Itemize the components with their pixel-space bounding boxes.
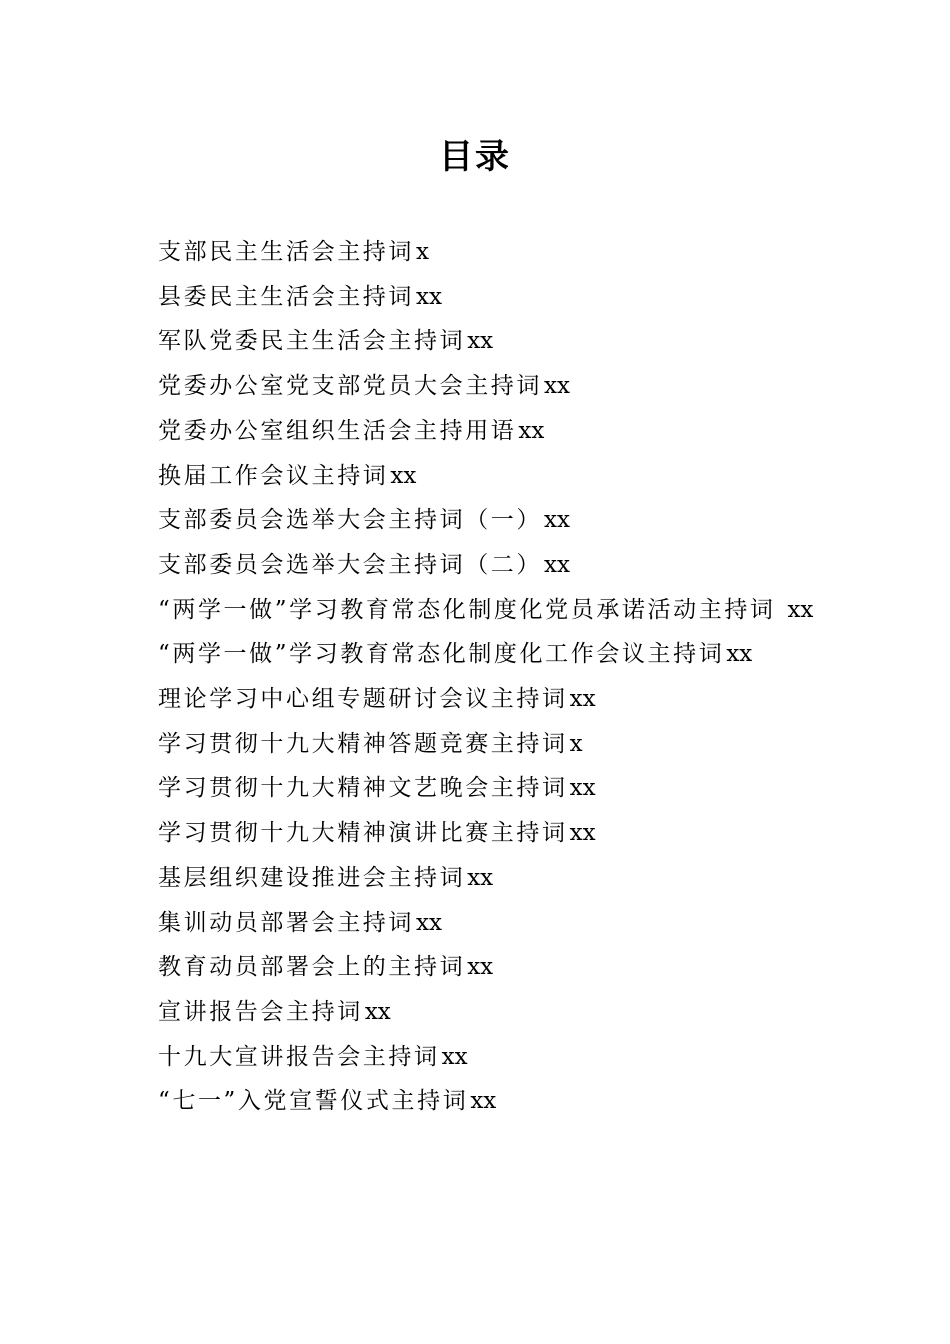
toc-entry-text: 学习贯彻十九大精神答题竞赛主持词 [158,730,568,757]
toc-entry-text: 县委民主生活会主持词 [158,283,414,310]
toc-entry-page: xx [467,864,494,891]
toc-entry[interactable] [118,856,838,901]
page-title: 目录 [439,137,511,177]
toc-entry-text: 集训动员部署会主持词 [158,909,414,936]
toc-entry-page: xx [569,820,596,847]
toc-entry-text: “两学一做”学习教育常态化制度化党员承诺活动主持词 [158,596,776,623]
toc-entry-page: xx [467,328,494,355]
toc-entry-page: xx [518,417,545,444]
toc-entry-page: xx [544,551,570,578]
toc-entry-page: xx [569,775,596,802]
toc-entry-text: 支部委员会选举大会主持词（一） [158,507,542,534]
toc-entry-text: 宣讲报告会主持词 [158,998,363,1025]
table-of-contents [118,230,838,1124]
toc-entry-page: xx [467,954,494,981]
toc-entry[interactable] [118,901,838,946]
toc-entry[interactable] [118,364,838,409]
toc-entry-text: 十九大宣讲报告会主持词 [158,1043,440,1070]
toc-entry-page: xx [787,596,814,623]
toc-entry-text: 学习贯彻十九大精神文艺晚会主持词 [158,775,568,802]
toc-entry[interactable] [118,543,838,588]
toc-entry[interactable] [118,498,838,543]
toc-entry-text: 理论学习中心组专题研讨会议主持词 [158,686,568,713]
toc-entry-text: 党委办公室组织生活会主持用语 [158,417,517,444]
toc-entry-text: 换届工作会议主持词 [158,462,389,489]
toc-entry[interactable] [118,990,838,1035]
toc-entry[interactable] [118,319,838,364]
toc-entry-page: xx [390,462,417,489]
toc-entry-text: 军队党委民主生活会主持词 [158,328,466,355]
toc-entry[interactable] [118,454,838,499]
toc-entry-text: 基层组织建设推进会主持词 [158,864,466,891]
toc-entry-page: xx [544,373,570,400]
toc-entry[interactable] [118,1079,838,1124]
toc-entry[interactable] [118,677,838,722]
toc-entry-page: xx [364,998,391,1025]
toc-entry[interactable] [118,1035,838,1080]
toc-entry[interactable] [118,588,838,633]
toc-entry[interactable] [118,230,838,275]
toc-entry[interactable] [118,945,838,990]
toc-entry-page: xx [416,283,442,310]
toc-entry-page: x [569,730,583,757]
toc-entry[interactable] [118,766,838,811]
toc-entry-text: 支部民主生活会主持词 [158,239,414,265]
toc-entry-page: xx [441,1043,468,1070]
toc-entry-page: xx [569,686,596,713]
toc-entry[interactable] [118,722,838,767]
toc-entry-text: “七一”入党宣誓仪式主持词 [158,1088,469,1115]
toc-entry-page: xx [544,507,570,534]
toc-entry-page: x [416,239,429,265]
toc-entry[interactable] [118,632,838,677]
toc-entry[interactable] [118,811,838,856]
toc-entry-page: xx [416,909,442,936]
toc-entry-text: “两学一做”学习教育常态化制度化工作会议主持词 [158,641,725,668]
toc-entry-page: xx [470,1088,497,1115]
toc-entry[interactable] [118,275,838,320]
toc-entry-text: 学习贯彻十九大精神演讲比赛主持词 [158,820,568,847]
toc-entry-text: 教育动员部署会上的主持词 [158,954,466,981]
toc-entry[interactable] [118,409,838,454]
toc-entry-page: xx [726,641,753,668]
toc-entry-text: 党委办公室党支部党员大会主持词 [158,373,542,400]
toc-entry-text: 支部委员会选举大会主持词（二） [158,551,542,578]
